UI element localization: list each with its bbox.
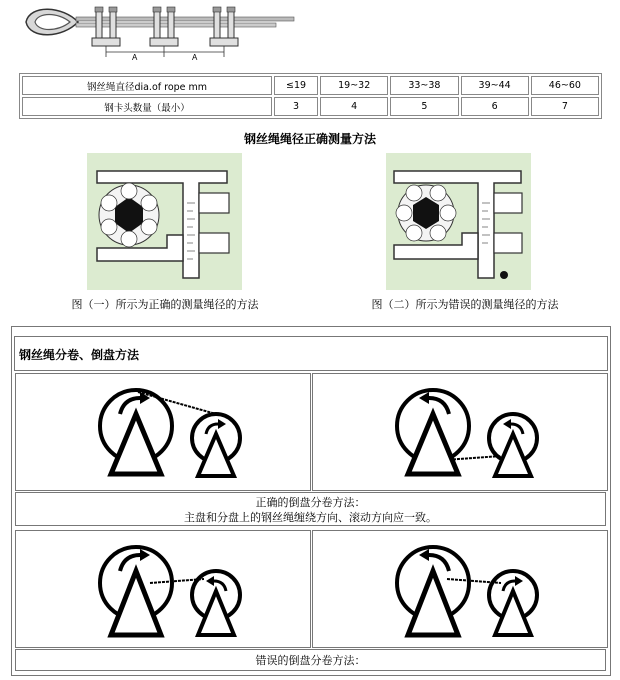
caliper-correct-image bbox=[87, 153, 242, 290]
correct-method-desc: 主盘和分盘上的钢丝绳缠绕方向、滚动方向应一致。 bbox=[184, 511, 437, 524]
table-cell: 4 bbox=[320, 97, 388, 116]
reel-diagram-cell bbox=[15, 530, 311, 648]
wrong-method-note bbox=[15, 649, 606, 671]
caption-wrong-measure: 图（二）所示为错误的测量绳径的方法 bbox=[371, 298, 559, 311]
caption-correct-measure: 图（一）所示为正确的测量绳径的方法 bbox=[71, 298, 259, 311]
correct-method-title: 正确的倒盘分卷方法： bbox=[255, 496, 366, 509]
table-cell: 46~60 bbox=[531, 76, 599, 95]
table-cell: 6 bbox=[461, 97, 529, 116]
row-header-clamp-count: 钢卡头数量（最小） bbox=[22, 97, 272, 116]
table-cell: 7 bbox=[531, 97, 599, 116]
table-row bbox=[22, 97, 599, 116]
reel-correct-diagram-1 bbox=[16, 374, 310, 490]
reel-section-header bbox=[14, 336, 608, 371]
reel-diagram-cell bbox=[312, 530, 608, 648]
table-cell: 5 bbox=[390, 97, 458, 116]
row-header-diameter: 钢丝绳直径dia.of rope mm bbox=[22, 76, 272, 95]
rope-clamp-diagram bbox=[18, 2, 298, 62]
reel-wrong-diagram-2 bbox=[313, 531, 607, 647]
measure-section-title: 钢丝绳绳径正确测量方法 bbox=[243, 132, 376, 146]
dim-label-a-1: A bbox=[132, 53, 138, 62]
table-cell: 3 bbox=[274, 97, 318, 116]
table-cell: 33~38 bbox=[390, 76, 458, 95]
table-cell: ≤19 bbox=[274, 76, 318, 95]
reel-diagram-cell bbox=[15, 373, 311, 491]
caliper-wrong-image bbox=[386, 153, 531, 290]
correct-method-note bbox=[15, 492, 606, 526]
table-cell: 39~44 bbox=[461, 76, 529, 95]
rope-clamp-spec-table bbox=[19, 73, 602, 119]
reel-diagram-cell bbox=[312, 373, 608, 491]
reel-section-title: 钢丝绳分卷、倒盘方法 bbox=[19, 348, 140, 362]
table-cell: 19~32 bbox=[320, 76, 388, 95]
dim-label-a-2: A bbox=[192, 53, 198, 62]
table-row bbox=[22, 76, 599, 95]
reel-wrong-diagram-1 bbox=[16, 531, 310, 647]
wrong-method-title: 错误的倒盘分卷方法： bbox=[255, 654, 366, 667]
reel-correct-diagram-2 bbox=[313, 374, 607, 490]
